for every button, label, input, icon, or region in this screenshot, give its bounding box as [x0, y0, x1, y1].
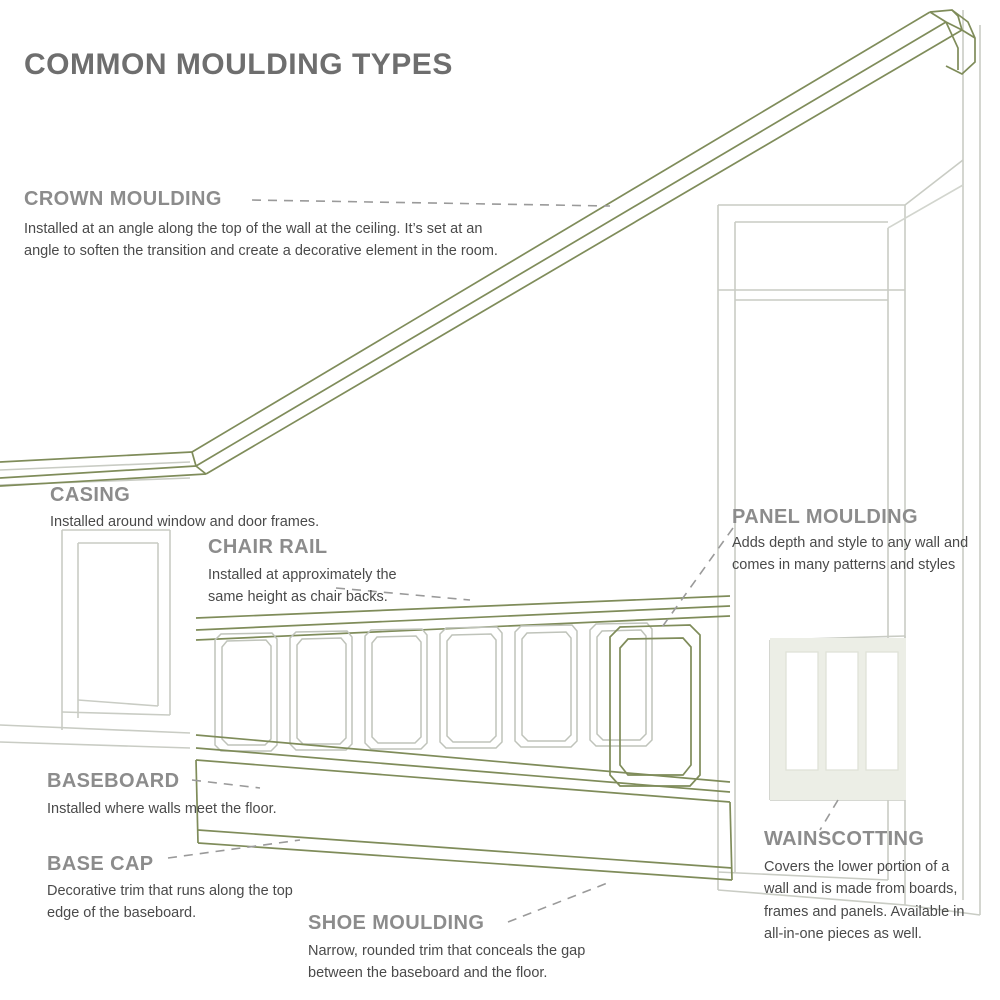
panel-moulding-frames: [215, 623, 652, 751]
callout-desc-casing: Installed around window and door frames.: [50, 514, 320, 530]
leader-panel-moulding: [660, 528, 733, 630]
leader-crown: [252, 200, 610, 206]
panel-moulding-highlight: [610, 625, 700, 786]
leader-shoe-moulding: [508, 882, 610, 922]
callout-label-casing: CASING: [50, 484, 131, 506]
callout-desc-baseboard: Installed where walls meet the floor.: [47, 801, 277, 817]
callout-label-base-cap: BASE CAP: [47, 853, 154, 875]
callout-desc-shoe-moulding: Narrow, rounded trim that conceals the gap between the baseboard and the floor.: [308, 943, 586, 982]
callout-label-wainscotting: WAINSCOTTING: [764, 828, 925, 850]
callout-desc-panel-moulding: Adds depth and style to any wall and comes in many patterns and styles: [732, 535, 969, 574]
callout-label-shoe-moulding: SHOE MOULDING: [308, 912, 485, 934]
callout-desc-crown-moulding: Installed at an angle along the top of the wall at the ceiling. It’s set at an angle to soften the transition and create a decorative element in the room.: [24, 221, 498, 260]
callout-label-baseboard: BASEBOARD: [47, 770, 180, 792]
leader-wainscotting: [820, 800, 838, 830]
callout-desc-chair-rail: Installed at approximately the same height as chair backs.: [208, 567, 397, 606]
wainscot-panels: [770, 638, 906, 800]
callout-label-chair-rail: CHAIR RAIL: [208, 536, 328, 558]
leader-baseboard: [192, 780, 260, 788]
callout-label-crown-moulding: CROWN MOULDING: [24, 188, 222, 210]
callout-desc-wainscotting: Covers the lower portion of a wall and is made from boards, frames and panels. Available in all-in-one pieces as well.: [764, 859, 965, 943]
callout-label-panel-moulding: PANEL MOULDING: [732, 506, 918, 528]
callout-desc-base-cap: Decorative trim that runs along the top edge of the baseboard.: [47, 883, 293, 922]
page-title: COMMON MOULDING TYPES: [24, 48, 453, 81]
